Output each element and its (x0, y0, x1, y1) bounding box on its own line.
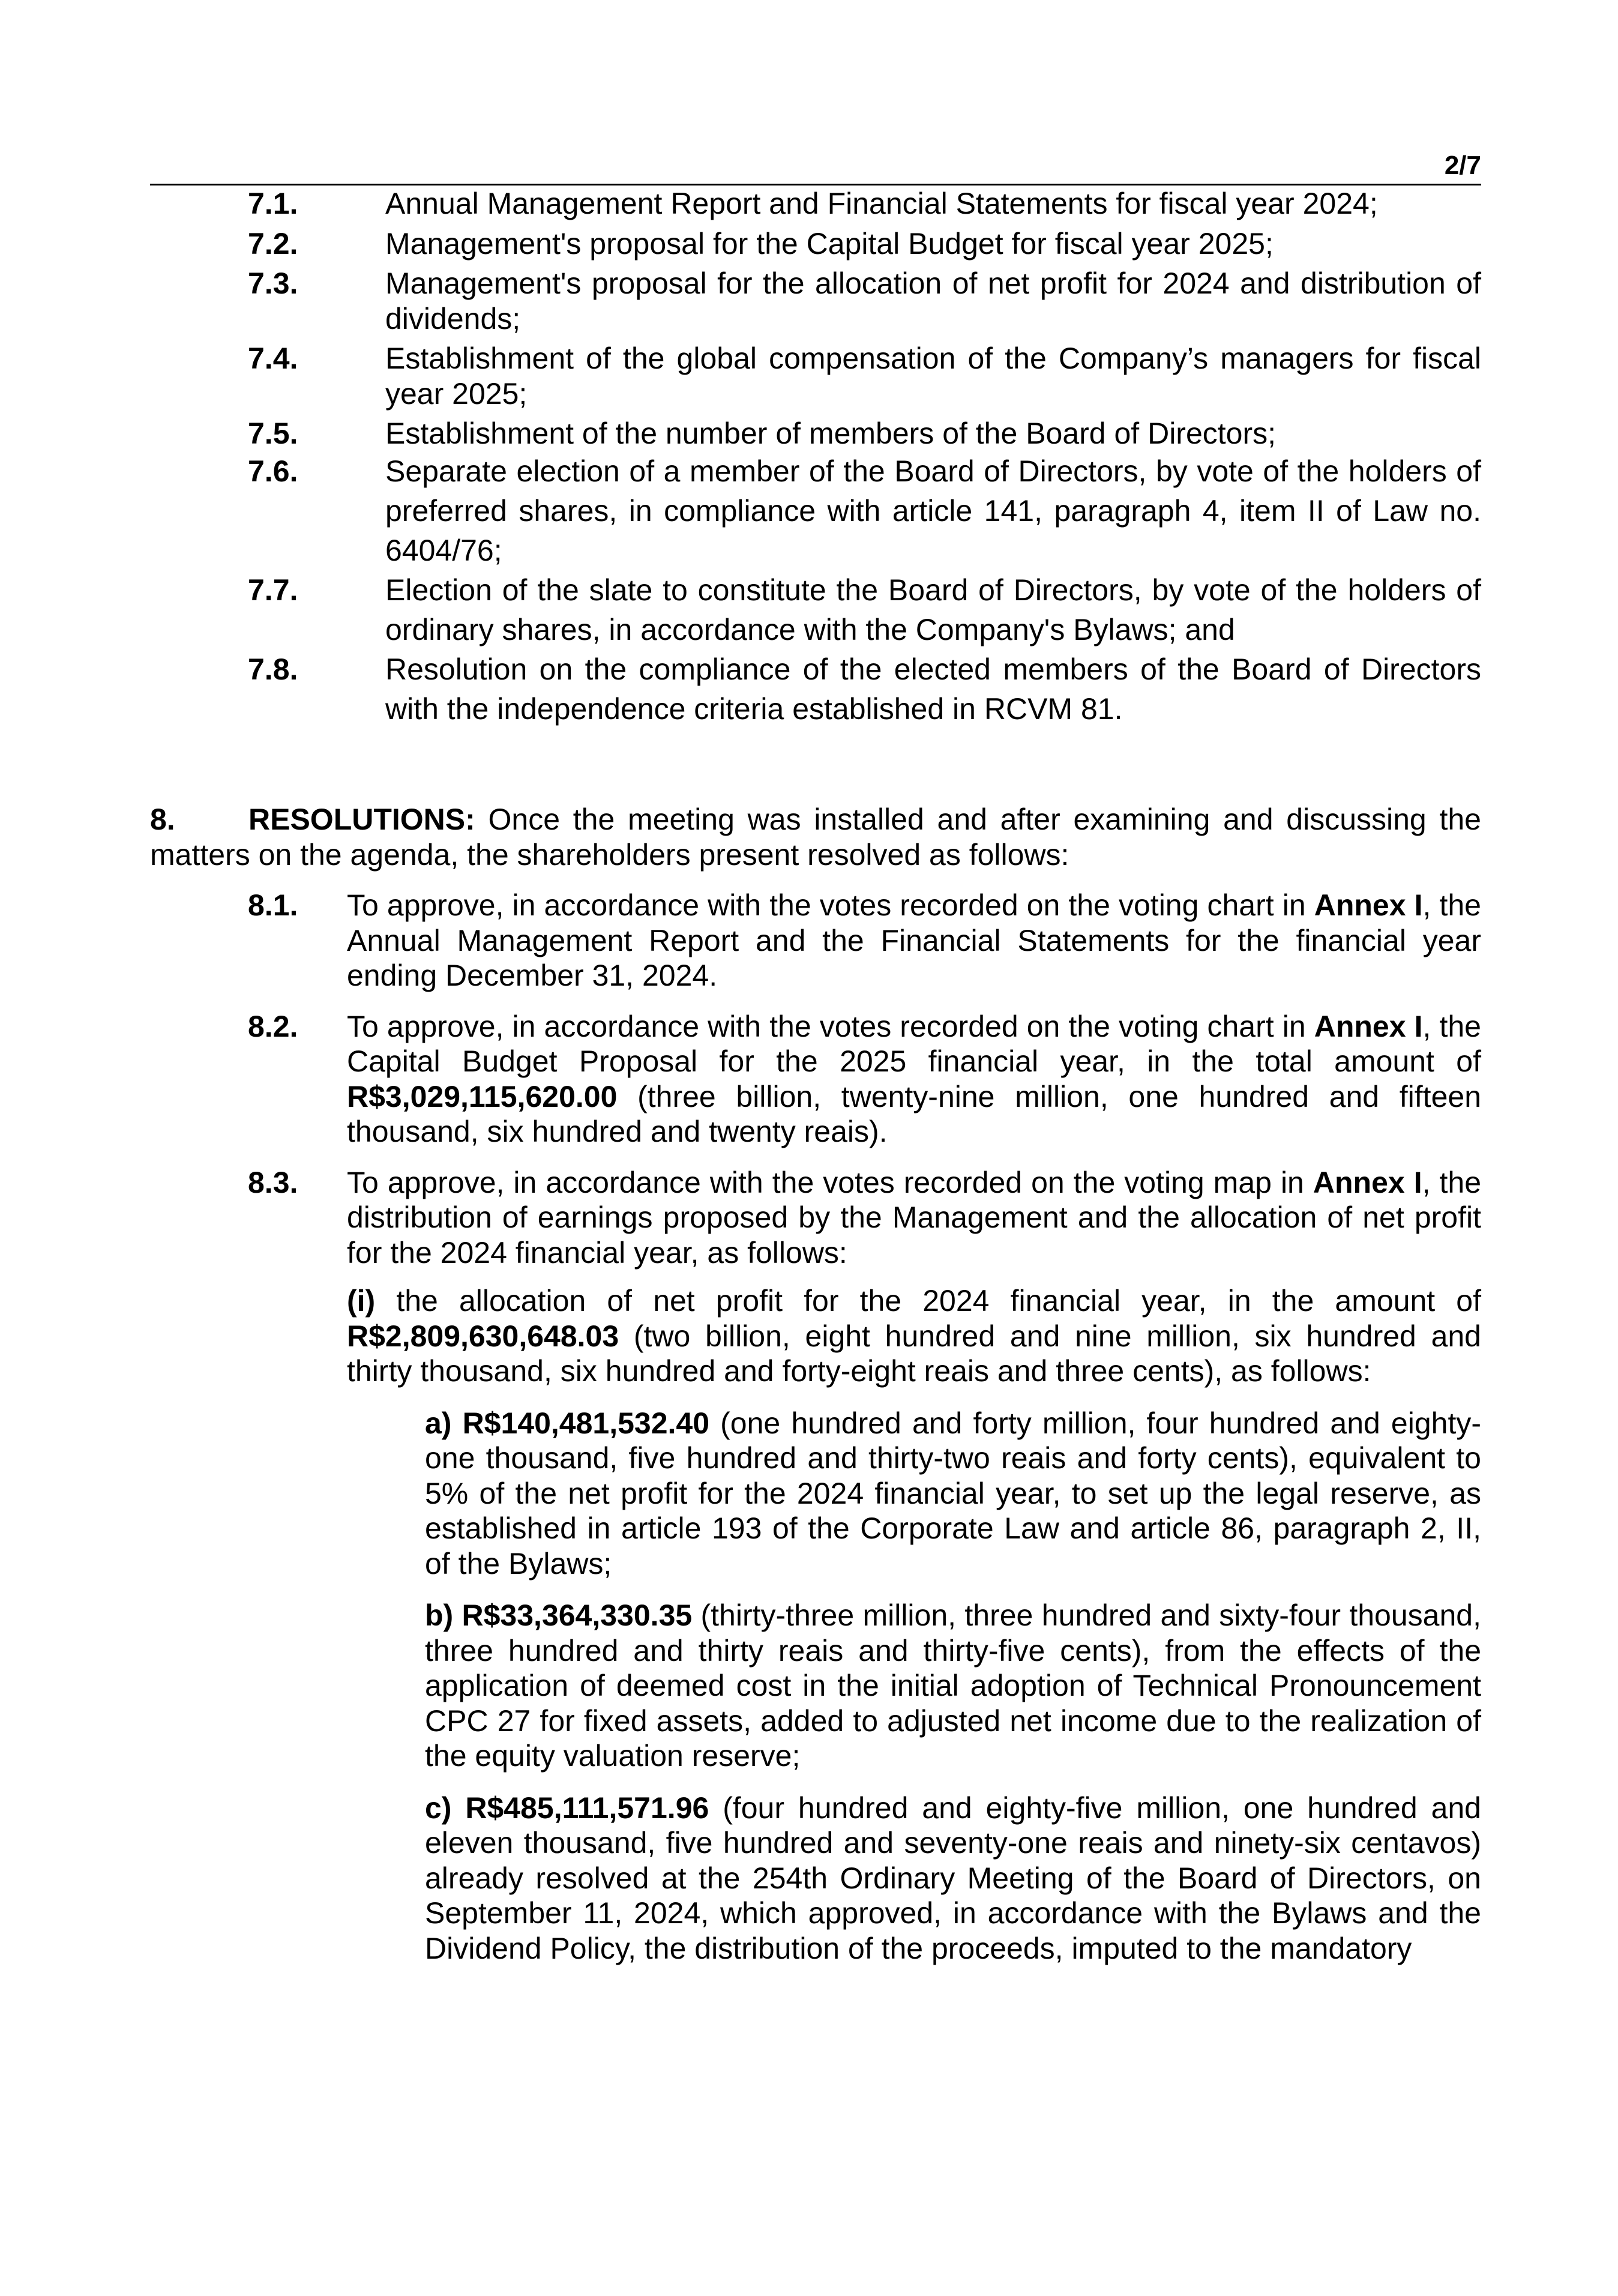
allocation-item-a (425, 1406, 1481, 1582)
annex-reference: Annex I (1313, 1165, 1422, 1199)
annex-reference: Annex I (1314, 1009, 1423, 1043)
agenda-item-text: Annual Management Report and Financial Statements for fiscal year 2024; (385, 187, 1378, 220)
agenda-item (150, 451, 1481, 570)
agenda-item-text: Management's proposal for the Capital Budget for fiscal year 2025; (385, 226, 1274, 261)
item-label: c) R$485,111,571.96 (425, 1791, 709, 1825)
agenda-item-number: 7.7. (248, 573, 298, 607)
item-text: (four hundred and eighty-five million, one hundred and eleven thousand, five hundred and seventy-one reais and ninety-six centavos) already resolved at the 254th Ordinary Meeting of the Board of Directors, on September 11, 2024, which approved, in accordance with the Bylaws and the Dividend Policy, the distribution of the proceeds, imputed to the mandatory (425, 1791, 1481, 1965)
resolution-text (347, 1009, 1481, 1150)
item-label: a) R$140,481,532.40 (425, 1406, 710, 1440)
agenda-item-text: Management's proposal for the allocation of net profit for 2024 and distribution of dividends; (385, 267, 1481, 336)
resolution-number: 8.2. (248, 1009, 298, 1043)
resolution-number: 8.3. (248, 1165, 298, 1199)
allocation-items (347, 1406, 1481, 1966)
item-label: (i) (347, 1284, 376, 1318)
agenda-item-number: 7.5. (248, 417, 298, 450)
allocation-item-b (425, 1598, 1481, 1774)
agenda-item-number: 7.2. (248, 226, 298, 261)
agenda-item (150, 649, 1481, 729)
allocation-text: the allocation of net profit for the 2024 financial year, in the amount of (375, 1284, 1481, 1318)
resolution-text (347, 1165, 1481, 1271)
agenda-item (150, 570, 1481, 649)
resolution-text-part: , the distribution of earnings proposed by the Management and the allocation of net profit for the 2024 financial year, as follows: (347, 1165, 1482, 1270)
item-label: b) R$33,364,330.35 (425, 1598, 693, 1632)
header-rule (150, 184, 1481, 185)
agenda-item-text: Establishment of the global compensation of the Company’s managers for fiscal year 2025; (385, 342, 1481, 411)
section-number: 8. (150, 803, 175, 836)
resolution-number: 8.1. (248, 888, 298, 922)
amount: R$2,809,630,648.03 (347, 1319, 619, 1353)
resolution-text-part: (three billion, twenty-nine million, one hundred and fifteen thousand, six hundred and twenty reais). (347, 1079, 1481, 1148)
resolution-text-part: To approve, in accordance with the votes recorded on the voting chart in (347, 1009, 1314, 1043)
resolution-text (347, 888, 1481, 993)
resolution-8-2 (150, 1009, 1481, 1150)
agenda-item (150, 416, 1481, 451)
agenda-item-text: Establishment of the number of members of the Board of Directors; (385, 417, 1277, 450)
item-text: (thirty-three million, three hundred and sixty-four thousand, three hundred and thirty reais and thirty-five cents), from the effects of the application of deemed cost in the initial adoption of Technical Pronouncement CPC 27 for fixed assets, added to adjusted net income due to the realization of the equity valuation reserve; (425, 1598, 1481, 1773)
allocation-item-c (425, 1791, 1481, 1966)
agenda-item-number: 7.6. (248, 454, 298, 488)
page-number: 2/7 (1444, 151, 1481, 180)
agenda-item (150, 341, 1481, 411)
agenda-item-text: Separate election of a member of the Board of Directors, by vote of the holders of preferred shares, in compliance with article 141, paragraph 4, item II of Law no. 6404/76; (385, 454, 1481, 567)
resolutions-section (150, 802, 1481, 1966)
resolution-text-part: To approve, in accordance with the votes recorded on the voting chart in (347, 888, 1314, 922)
agenda-item (150, 226, 1481, 262)
resolution-8-3 (150, 1165, 1481, 1966)
agenda-item (150, 266, 1481, 336)
allocation-text: (two billion, eight hundred and nine million, six hundred and thirty thousand, six hundred and forty-eight reais and three cents), as follows: (347, 1319, 1481, 1388)
agenda-item-text: Election of the slate to constitute the Board of Directors, by vote of the holders of ordinary shares, in accordance with the Company's Bylaws; and (385, 573, 1481, 646)
section-title: RESOLUTIONS: (248, 803, 475, 836)
amount: R$3,029,115,620.00 (347, 1079, 618, 1113)
agenda-list (150, 186, 1481, 729)
agenda-item-text: Resolution on the compliance of the elected members of the Board of Directors with the independence criteria established in RCVM 81. (385, 652, 1481, 726)
allocation-paragraph (347, 1283, 1481, 1389)
resolution-8-1 (150, 888, 1481, 993)
section-intro: Once the meeting was installed and after examining and discussing the matters on the agenda, the shareholders present resolved as follows: (150, 803, 1481, 872)
agenda-item-number: 7.4. (248, 342, 298, 375)
item-text: (one hundred and forty million, four hundred and eighty-one thousand, five hundred and thirty-two reais and forty cents), equivalent to 5% of the net profit for the 2024 financial year, to set up the legal reserve, as established in article 193 of the Corporate Law and article 86, paragraph 2, II, of the Bylaws; (425, 1406, 1481, 1580)
agenda-item-number: 7.3. (248, 267, 298, 300)
resolutions-heading (150, 802, 1481, 872)
annex-reference: Annex I (1314, 888, 1423, 922)
agenda-item-number: 7.8. (248, 652, 298, 686)
resolution-text-part: To approve, in accordance with the votes recorded on the voting map in (347, 1165, 1313, 1199)
resolution-text-part: , the Annual Management Report and the Financial Statements for the financial year ending December 31, 2024. (347, 888, 1481, 992)
resolution-text-part: , the Capital Budget Proposal for the 2025 financial year, in the total amount of (347, 1009, 1481, 1078)
agenda-item-number: 7.1. (248, 187, 298, 220)
agenda-item (150, 186, 1481, 221)
